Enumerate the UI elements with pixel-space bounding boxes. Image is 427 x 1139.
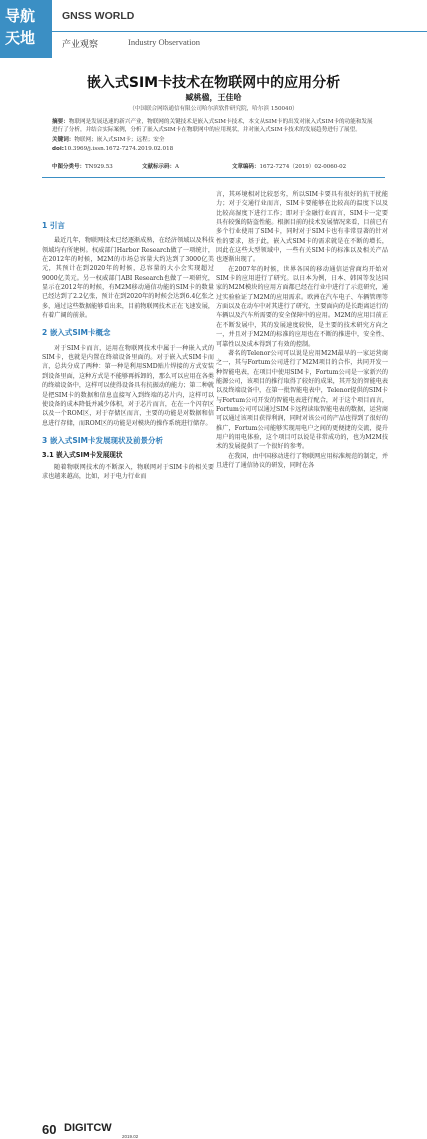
- doc-code-line: [142, 164, 179, 171]
- header-cn-title-1: 导航: [5, 7, 36, 25]
- abstract-text: 物联网是发展迅速的新兴产业，物联网的关键技术是嵌入式SIM卡技术，本文从SIM卡的出发对嵌入式SIM卡的功能和发展进行了分析，并结合实际案例，分析了嵌入式SIM卡在物联网中的应用现状，并对嵌入式SIM卡技术的发展趋势进行了展望。: [52, 119, 373, 134]
- right-paragraph-3: 著名的Telenor公司可以说是应用M2M最早的一家运营商之一，其与Fortum公司进行了M2M项目的合作，共同开发一种智能电表，在项目中使用SIM卡，Fortum公司是一家新兴的能源公司，该项目的推行取得了较好的成果，其开发的智能电表以及终端设备中，在第一批智能电表中，Telenor提供的SIM卡与Fortum公司开发的智能电表进行配合，对于这个项目而言，Fortum公司可以通过SIM卡远程读取智能电表的数据，运营商可以通过该项目获得利润，同时对该公司的产品也得到了很好的推广，Fortum公司能够实现用电户之间的更便捷的交流，提升用户的用电体验，这个项目可以说是非常成功的，也为M2M技术的发展提供了一个很好的参考。: [216, 349, 388, 451]
- section-heading-concept: 2 嵌入式SIM卡概念: [42, 328, 111, 338]
- doi-text: 10.3969/j.issn.1672-7274.2019.02.018: [64, 145, 174, 152]
- article-title: 嵌入式SIM卡技术在物联网中的应用分析: [86, 75, 341, 91]
- header-en-title: GNSS WORLD: [62, 10, 135, 22]
- keywords-line: [52, 136, 378, 144]
- section-heading-status: 3 嵌入式SIM卡发展现状及前景分析: [42, 435, 163, 445]
- page-footer: [0, 560, 427, 1139]
- right-paragraph-4: 在我国，由中国移动进行了物联网应用标准规范的制定，并且进行了通信协议的研发，同时在各: [216, 452, 388, 469]
- meta-divider: [42, 177, 385, 178]
- header-cn-title-2: 天地: [5, 29, 36, 47]
- article-no-value: 1672-7274（2019）02-0060-02: [259, 164, 347, 170]
- clc-label: 中图分类号：: [52, 164, 86, 170]
- article-no-label: 文章编码：: [232, 164, 260, 170]
- intro-paragraph: 最近几年，物联网技术已经逐渐成熟，在经济领域以及科技领域均有所建树。权威部门Harbor Research做了一项统计，在2012年的时候，M2M的市场总容量大约达到了3000亿美元，其预计在到2020年的时候，总容量的大小会实现超过9000亿美元。另一权威部门ABI Research也做了一项研究，显示在2012年的时候，有M2M移动通信功能的SIM卡的数量已经达到了2.2亿张，预计在到2020年的时候会达到6.4亿张之多，通过这些数据能够看出来，目前物联网技术正在飞速发展，有着广阔的前景。: [42, 237, 214, 320]
- header-section-en: Industry Observation: [128, 37, 201, 47]
- header-section-cn: 产业观察: [62, 40, 99, 50]
- right-column: [216, 190, 388, 470]
- doc-code-value: A: [175, 164, 179, 170]
- subsection-heading-status: 3.1 嵌入式SIM卡发展现状: [42, 451, 123, 460]
- abstract-label: 摘要：: [52, 119, 69, 125]
- header-divider: [52, 31, 427, 32]
- concept-paragraph: 对于SIM卡而言，运用在物联网技术中属于一种嵌入式的SIM卡，也就是内置在终端设备里面的。对于嵌入式SIM卡而言，总共分成了两种：第一种是利用SMD贴片焊接的方式安装到设备里面，这种方式是不能够再拆卸的，那么可以应用在各类的终端设备中，这样可以使得设备具有抗振动的能力；第二种就是把SIM卡的数据和信息直接写入到终端的芯片内，这样可以使设备的成本降低并减少体积，对于芯片而言，在在一个闪存区以及一个ROM区，对于存储区而言，主要的功能是对数据和信息进行存储，而ROM区的功能是对模块的操作系统进行储存。: [42, 344, 214, 427]
- article-no-line: [232, 164, 346, 171]
- left-column: [42, 213, 214, 481]
- doi-label: doi:: [52, 145, 65, 152]
- keywords-text: 物联网；嵌入式SIM卡；远程；安全: [74, 137, 165, 144]
- clc-line: [52, 164, 113, 171]
- article-authors: 臧桃楹，王佳哈: [185, 92, 242, 102]
- abstract-block: [52, 118, 378, 153]
- doi-line: [52, 145, 378, 153]
- keywords-label: 关键词：: [52, 137, 75, 144]
- page-header: [0, 0, 427, 58]
- right-paragraph-1: 言，其环境相对比较恶劣，所以SIM卡要具有很好的抗干扰能力；对于交通行业而言，SIM卡要能够在比较高的温度下以及比较高湿度下进行工作；即对于金融行业而言，SIM卡一定要具有较强的防盗性能。根据目前的技术发展情况来看，目前已有多个行业使用了SIM卡，同时对于SIM卡也有非常显著的针对性的要求，基于此，嵌入式SIM卡的需求就是在不断的增长，因此在这些大型领域中，一些有关SIM卡的标准以及相关产品也逐渐出现了。: [216, 191, 388, 264]
- section-heading-intro: 1 引言: [42, 221, 65, 230]
- page-number: 60: [42, 1122, 57, 1137]
- article-affiliation: （中国联合网络通信有限公司哈尔滨软件研究院，哈尔滨 150040）: [129, 106, 298, 112]
- clc-value: TN929.53: [85, 164, 113, 170]
- doc-code-label: 文献标示码：: [142, 164, 176, 170]
- footer-brand: DIGITCW: [64, 1122, 112, 1134]
- footer-date: 2019.02: [122, 1134, 139, 1139]
- status-paragraph: 随着物联网技术的不断深入，物联网对于SIM卡的相关要求也越来越高，比如，对于电力行业而: [42, 463, 214, 480]
- header-badge: [0, 0, 52, 58]
- right-paragraph-2: 在2007年的时候，世界各国的移动通信运营商均开始对SIM卡的应用进行了研究。以日本为例，日本、韩国等发达国家的M2M模块的应用方面都已经在行业中进行了示范研究，通过实验验证了M2M的应用需求。欧洲在汽车电子、车辆管理等方面以及在动车中对其进行了研究，主要面向的是长距离运行的车辆以及汽车所需要的安全保障中的应用。M2M的应用目前正在不断发展中，其的发展速度较快，是主要的技术研究方向之一，并且对于M2M的标准的应用也在不断的推进中，安全性、可靠性以及成本得到了有效的控制。: [216, 265, 388, 348]
